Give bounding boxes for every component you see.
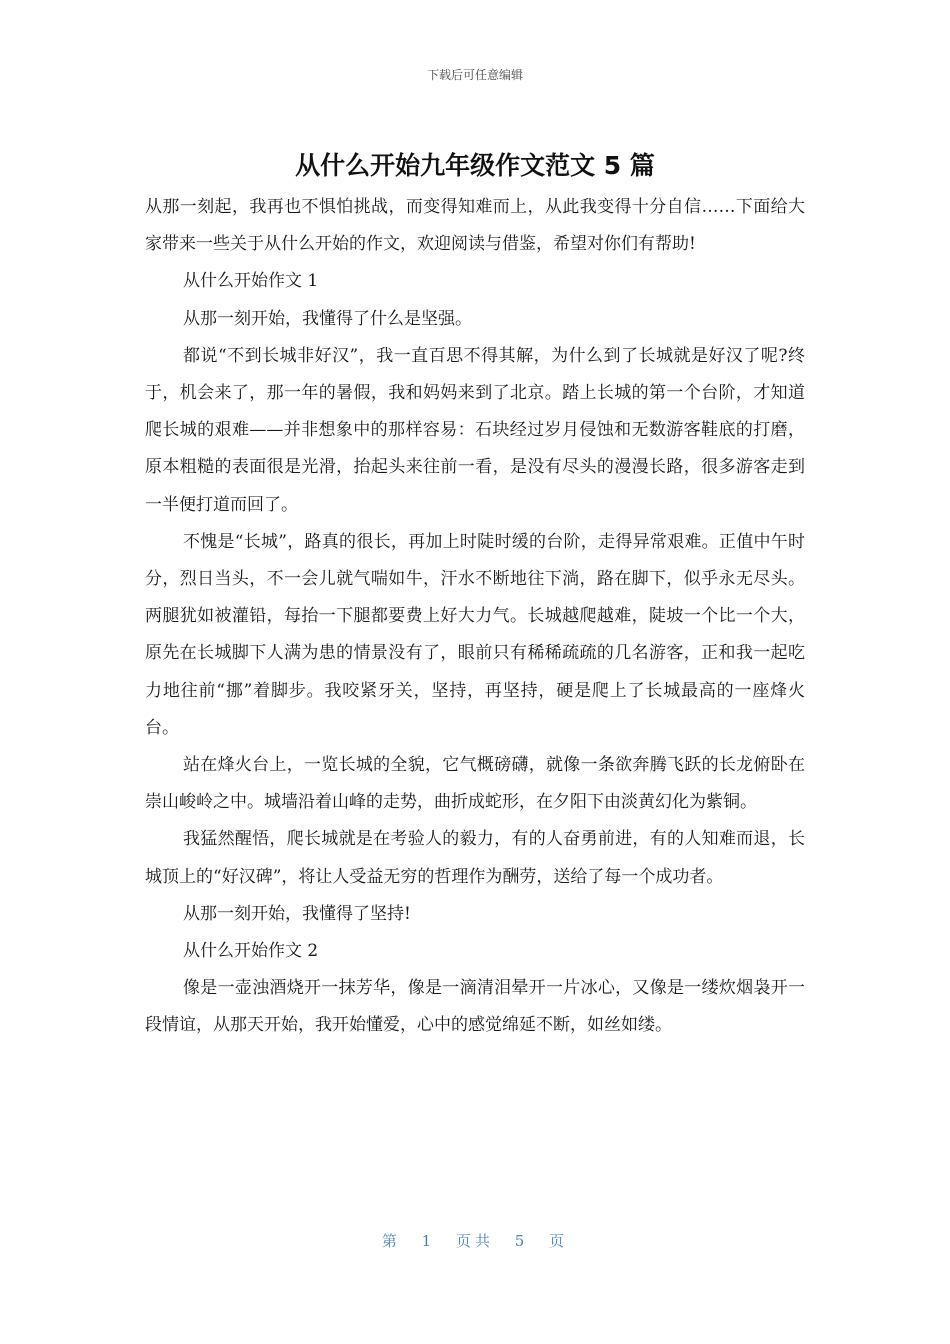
page-current: 1	[421, 1232, 436, 1250]
page-label-prefix: 第	[381, 1232, 401, 1250]
body-paragraph: 不愧是“长城”，路真的很长，再加上时陡时缓的台阶，走得异常艰难。正值中午时分，烈日当头，不一会儿就气喘如牛，汗水不断地往下淌，路在脚下，似乎永无尽头。两腿犹如被灌铅，每抬一下腿都要费上好大力气。长城越爬越难，陡坡一个比一个大，原先在长城脚下人满为患的情景没有了，眼前只有稀稀疏疏的几名游客，正和我一起吃力地往前“挪”着脚步。我咬紧牙关，坚持，再坚持，硬是爬上了长城最高的一座烽火台。	[145, 531, 805, 738]
body-paragraph: 从那一刻开始，我懂得了坚持!	[183, 903, 411, 924]
document-body	[145, 189, 805, 1045]
body-paragraph: 都说“不到长城非好汉”，我一直百思不得其解，为什么到了长城就是好汉了呢?终于，机会来了，那一年的暑假，我和妈妈来到了北京。踏上长城的第一个台阶，才知道爬长城的艰难——并非想象中的那样容易：石块经过岁月侵蚀和无数游客鞋底的打磨，原本粗糙的表面很是光滑，抬起头来往前一看，是没有尽头的漫漫长路，很多游客走到一半便打道而回了。	[145, 345, 805, 515]
essay-heading-1: 从什么开始作文 1	[183, 271, 319, 292]
page-label-mid: 页共	[455, 1232, 494, 1250]
page-total: 5	[514, 1232, 529, 1250]
body-paragraph: 站在烽火台上，一览长城的全貌，它气概磅礴，就像一条欲奔腾飞跃的长龙俯卧在崇山峻岭之中。城墙沿着山峰的走势，曲折成蛇形，在夕阳下由淡黄幻化为紫铜。	[145, 755, 805, 813]
page-number	[0, 1230, 950, 1251]
intro-paragraph: 从那一刻起，我再也不惧怕挑战，而变得知难而上，从此我变得十分自信……下面给大家带来一些关于从什么开始的作文，欢迎阅读与借鉴，希望对你们有帮助!	[145, 197, 805, 255]
page-label-suffix: 页	[549, 1232, 569, 1250]
body-paragraph: 从那一刻开始，我懂得了什么是坚强。	[183, 308, 472, 329]
header-note: 下载后可任意编辑	[426, 68, 523, 82]
document-title: 从什么开始九年级作文范文 5 篇	[295, 151, 655, 180]
body-paragraph: 我猛然醒悟，爬长城就是在考验人的毅力，有的人奋勇前进，有的人知难而退，长城顶上的“好汉碑”，将让人受益无穷的哲理作为酬劳，送给了每一个成功者。	[145, 829, 805, 887]
body-paragraph: 像是一壶浊酒烧开一抹芳华，像是一滴清泪晕开一片冰心，又像是一缕炊烟袅开一段情谊，从那天开始，我开始懂爱，心中的感觉绵延不断，如丝如缕。	[145, 978, 805, 1036]
essay-heading-2: 从什么开始作文 2	[183, 941, 319, 962]
